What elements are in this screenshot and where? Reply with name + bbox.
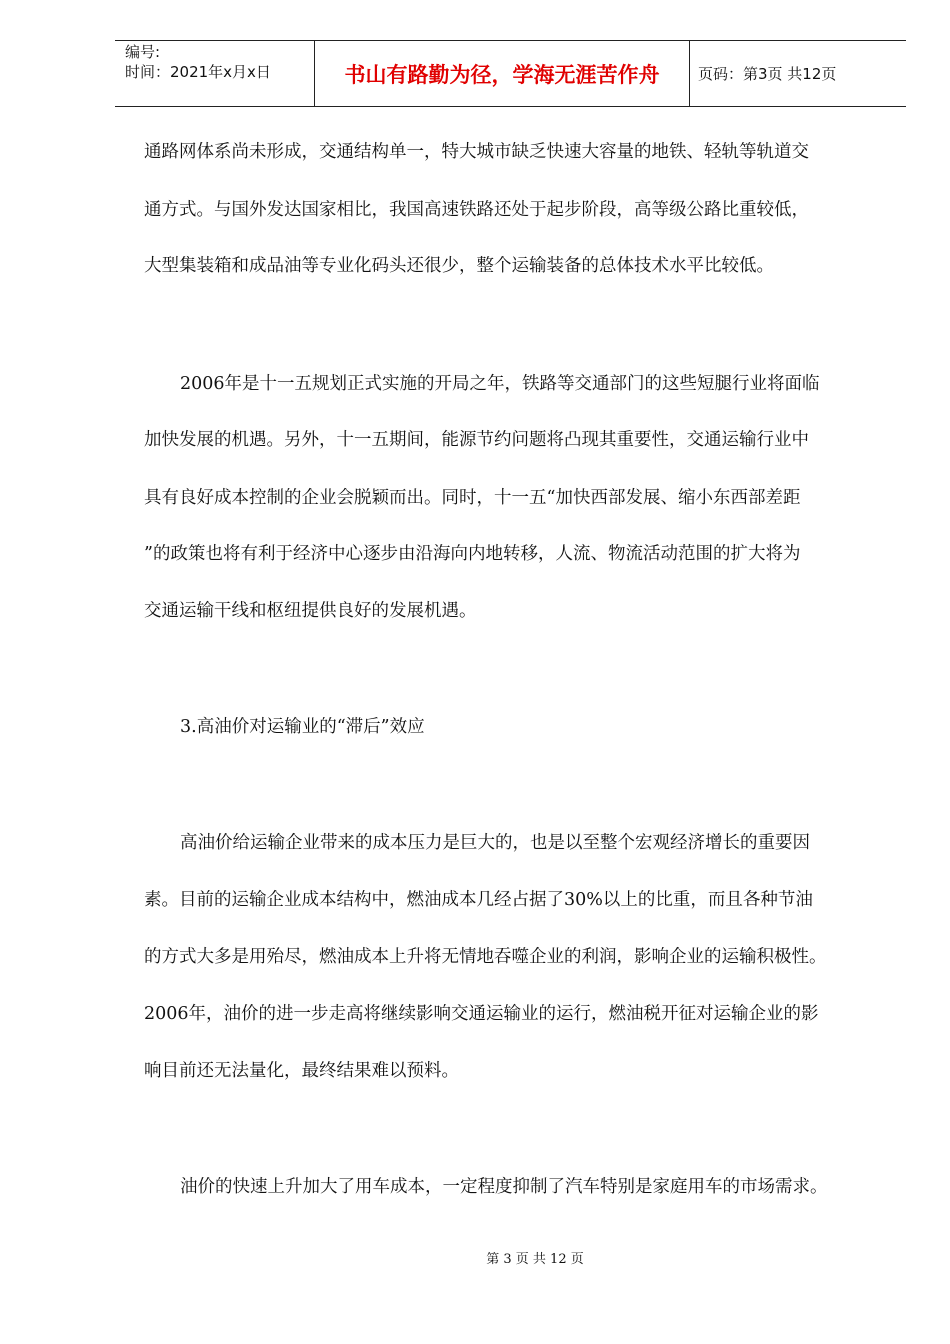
paragraph-line: 大型集装箱和成品油等专业化码头还很少，整个运输装备的总体技术水平比较低。 bbox=[144, 256, 774, 276]
page-header bbox=[115, 40, 906, 107]
paragraph-line: 2006年是十一五规划正式实施的开局之年，铁路等交通部门的这些短腿行业将面临 bbox=[180, 374, 820, 394]
paragraph-line: 的方式大多是用殆尽，燃油成本上升将无情地吞噬企业的利润，影响企业的运输积极性。 bbox=[144, 947, 827, 967]
section-heading: 3.高油价对运输业的“滞后”效应 bbox=[180, 717, 425, 737]
paragraph-line: ”的政策也将有利于经济中心逐步由沿海向内地转移，人流、物流活动范围的扩大将为 bbox=[144, 544, 801, 564]
document-time-label: 时间：2021年x月x日 bbox=[125, 63, 271, 81]
paragraph-line: 油价的快速上升加大了用车成本，一定程度抑制了汽车特别是家庭用车的市场需求。 bbox=[180, 1177, 828, 1197]
paragraph-line: 加快发展的机遇。另外，十一五期间，能源节约问题将凸现其重要性，交通运输行业中 bbox=[144, 430, 809, 450]
paragraph-line: 高油价给运输企业带来的成本压力是巨大的，也是以至整个宏观经济增长的重要因 bbox=[180, 833, 810, 853]
document-number-label: 编号: bbox=[125, 43, 161, 61]
paragraph-line: 具有良好成本控制的企业会脱颖而出。同时，十一五“加快西部发展、缩小东西部差距 bbox=[144, 488, 801, 508]
paragraph-line: 通方式。与国外发达国家相比，我国高速铁路还处于起步阶段，高等级公路比重较低， bbox=[144, 200, 809, 220]
paragraph-line: 2006年，油价的进一步走高将继续影响交通运输业的运行，燃油税开征对运输企业的影 bbox=[144, 1004, 819, 1024]
paragraph-line: 交通运输干线和枢纽提供良好的发展机遇。 bbox=[144, 601, 477, 621]
header-motto: 书山有路勤为径，学海无涯苦作舟 bbox=[315, 41, 690, 106]
header-page-info: 页码：第3页 共12页 bbox=[698, 65, 837, 83]
header-meta bbox=[115, 41, 315, 106]
paragraph-line: 通路网体系尚未形成，交通结构单一，特大城市缺乏快速大容量的地铁、轻轨等轨道交 bbox=[144, 142, 809, 162]
paragraph-line: 素。目前的运输企业成本结构中，燃油成本几经占据了30%以上的比重，而且各种节油 bbox=[144, 890, 813, 910]
page-footer: 第 3 页 共 12 页 bbox=[486, 1252, 584, 1267]
paragraph-line: 响目前还无法量化，最终结果难以预料。 bbox=[144, 1061, 459, 1081]
